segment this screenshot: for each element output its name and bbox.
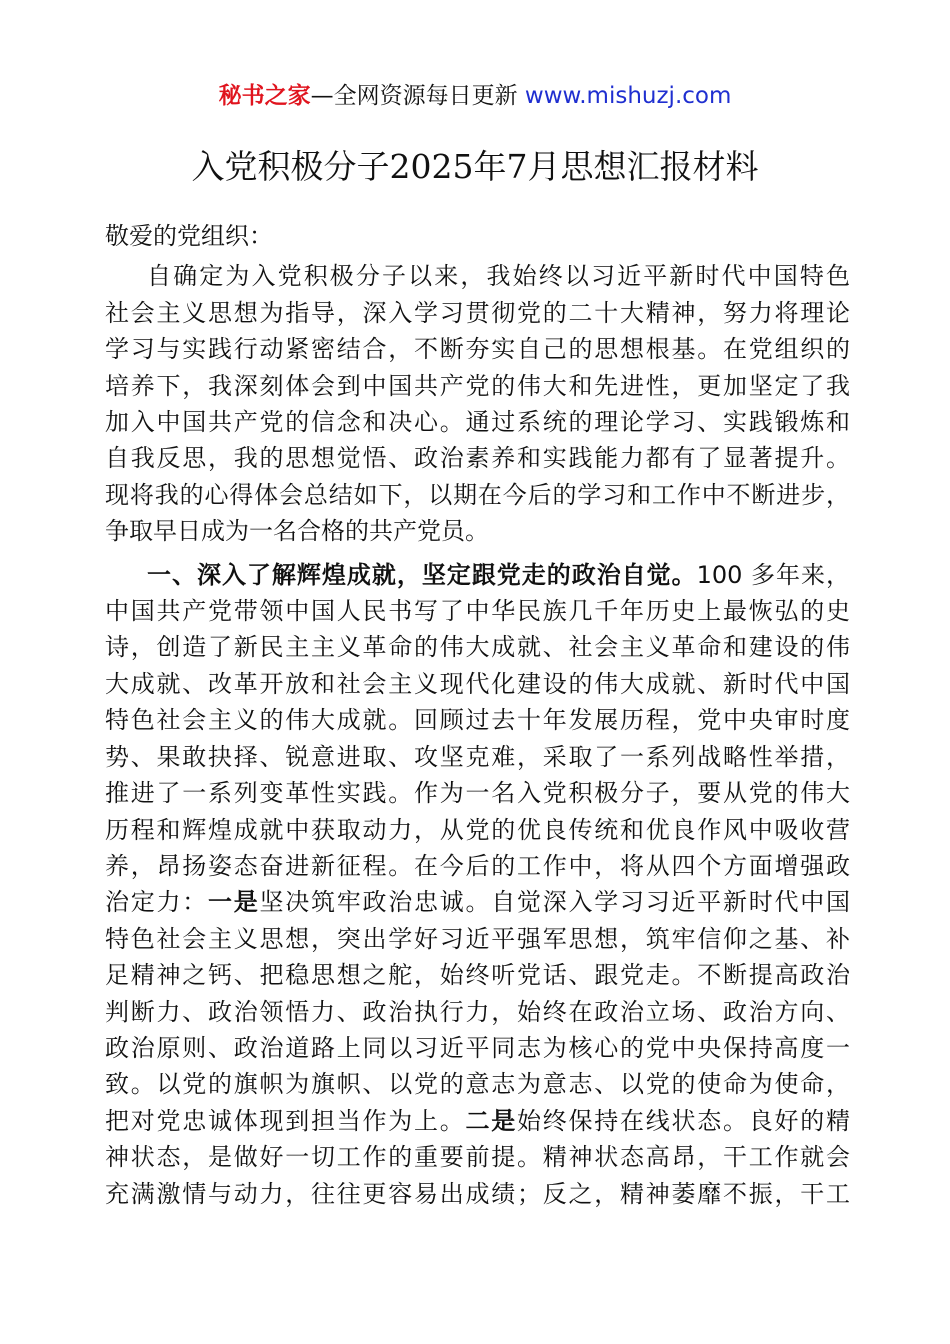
text-line: 判断力、政治领悟力、政治执行力，始终在政治立场、政治方向、 — [105, 997, 850, 1026]
site-link[interactable]: www.mishuzj.com — [524, 83, 732, 109]
paragraph-intro — [105, 258, 850, 549]
text-line: 自确定为入党积极分子以来，我始终以习近平新时代中国特色 — [147, 262, 850, 291]
text-line: 神状态，是做好一切工作的重要前提。精神状态高昂，干工作就会 — [105, 1143, 850, 1172]
text-line: 足精神之钙、把稳思想之舵，始终听党话、跟党走。不断提高政治 — [105, 961, 850, 990]
text-line: 加入中国共产党的信念和决心。通过系统的理论学习、实践锻炼和 — [105, 408, 850, 437]
banner-tagline: —全网资源每日更新 — [310, 83, 518, 109]
text-line: 推进了一系列变革性实践。作为一名入党积极分子，要从党的伟大 — [105, 779, 850, 808]
text-line: 养，昂扬姿态奋进新征程。在今后的工作中，将从四个方面增强政 — [105, 851, 850, 880]
text-line: 学习与实践行动紧密结合，不断夯实自己的思想根基。在党组织的 — [105, 335, 850, 364]
site-banner — [0, 80, 950, 112]
text-line: 充满激情与动力，往往更容易出成绩；反之，精神萎靡不振，干工 — [105, 1179, 850, 1208]
section-heading: 一、深入了解辉煌成就，坚定跟党走的政治自觉。 — [147, 560, 697, 589]
text-line: 培养下，我深刻体会到中国共产党的伟大和先进性，更加坚定了我 — [105, 371, 850, 400]
text-line — [105, 884, 850, 920]
title-year: 2025 — [389, 147, 474, 186]
title-mid: 年 — [473, 147, 507, 186]
brand-name: 秘书之家 — [218, 83, 311, 109]
text-fragment: 始终保持在线状态。良好的精 — [517, 1106, 850, 1135]
point-label: 二是 — [465, 1106, 517, 1135]
text-line: 致。以党的旗帜为旗帜、以党的意志为意志、以党的使命为使命， — [105, 1070, 850, 1099]
text-line: 争取早日成为一名合格的共产党员。 — [105, 517, 489, 546]
document-title — [0, 144, 950, 190]
text-line: 特色社会主义的伟大成就。回顾过去十年发展历程，党中央审时度 — [105, 706, 850, 735]
text-fragment: 把对党忠诚体现到担当作为上。 — [105, 1106, 466, 1135]
text-line: 政治原则、政治道路上同以习近平同志为核心的党中央保持高度一 — [105, 1033, 850, 1062]
text-line: 大成就、改革开放和社会主义现代化建设的伟大成就、新时代中国 — [105, 669, 850, 698]
paragraph-section-one — [105, 557, 850, 1212]
salutation: 敬爱的党组织： — [105, 222, 273, 250]
title-month: 7 — [506, 147, 528, 186]
text-fragment: 100 多年来， — [696, 560, 851, 589]
document-body — [105, 218, 850, 1212]
text-line — [105, 1103, 850, 1139]
text-line: 社会主义思想为指导，深入学习贯彻党的二十大精神，努力将理论 — [105, 298, 850, 327]
text-line: 特色社会主义思想，突出学好习近平强军思想，筑牢信仰之基、补 — [105, 924, 850, 953]
text-line: 自我反思，我的思想觉悟、政治素养和实践能力都有了显著提升。 — [105, 444, 850, 473]
title-suffix: 月思想汇报材料 — [527, 147, 759, 186]
text-line: 中国共产党带领中国人民书写了中华民族几千年历史上最恢弘的史 — [105, 597, 850, 626]
text-line: 现将我的心得体会总结如下，以期在今后的学习和工作中不断进步， — [105, 480, 850, 509]
text-line — [105, 557, 850, 593]
title-prefix: 入党积极分子 — [191, 147, 390, 186]
text-line: 诗，创造了新民主主义革命的伟大成就、社会主义革命和建设的伟 — [105, 633, 850, 662]
text-fragment: 坚决筑牢政治忠诚。自觉深入学习习近平新时代中国 — [259, 888, 850, 917]
text-line: 势、果敢抉择、锐意进取、攻坚克难，采取了一系列战略性举措， — [105, 742, 850, 771]
text-line: 历程和辉煌成就中获取动力，从党的优良传统和优良作风中吸收营 — [105, 815, 850, 844]
text-fragment: 治定力： — [105, 888, 208, 917]
point-label: 一是 — [208, 888, 260, 917]
